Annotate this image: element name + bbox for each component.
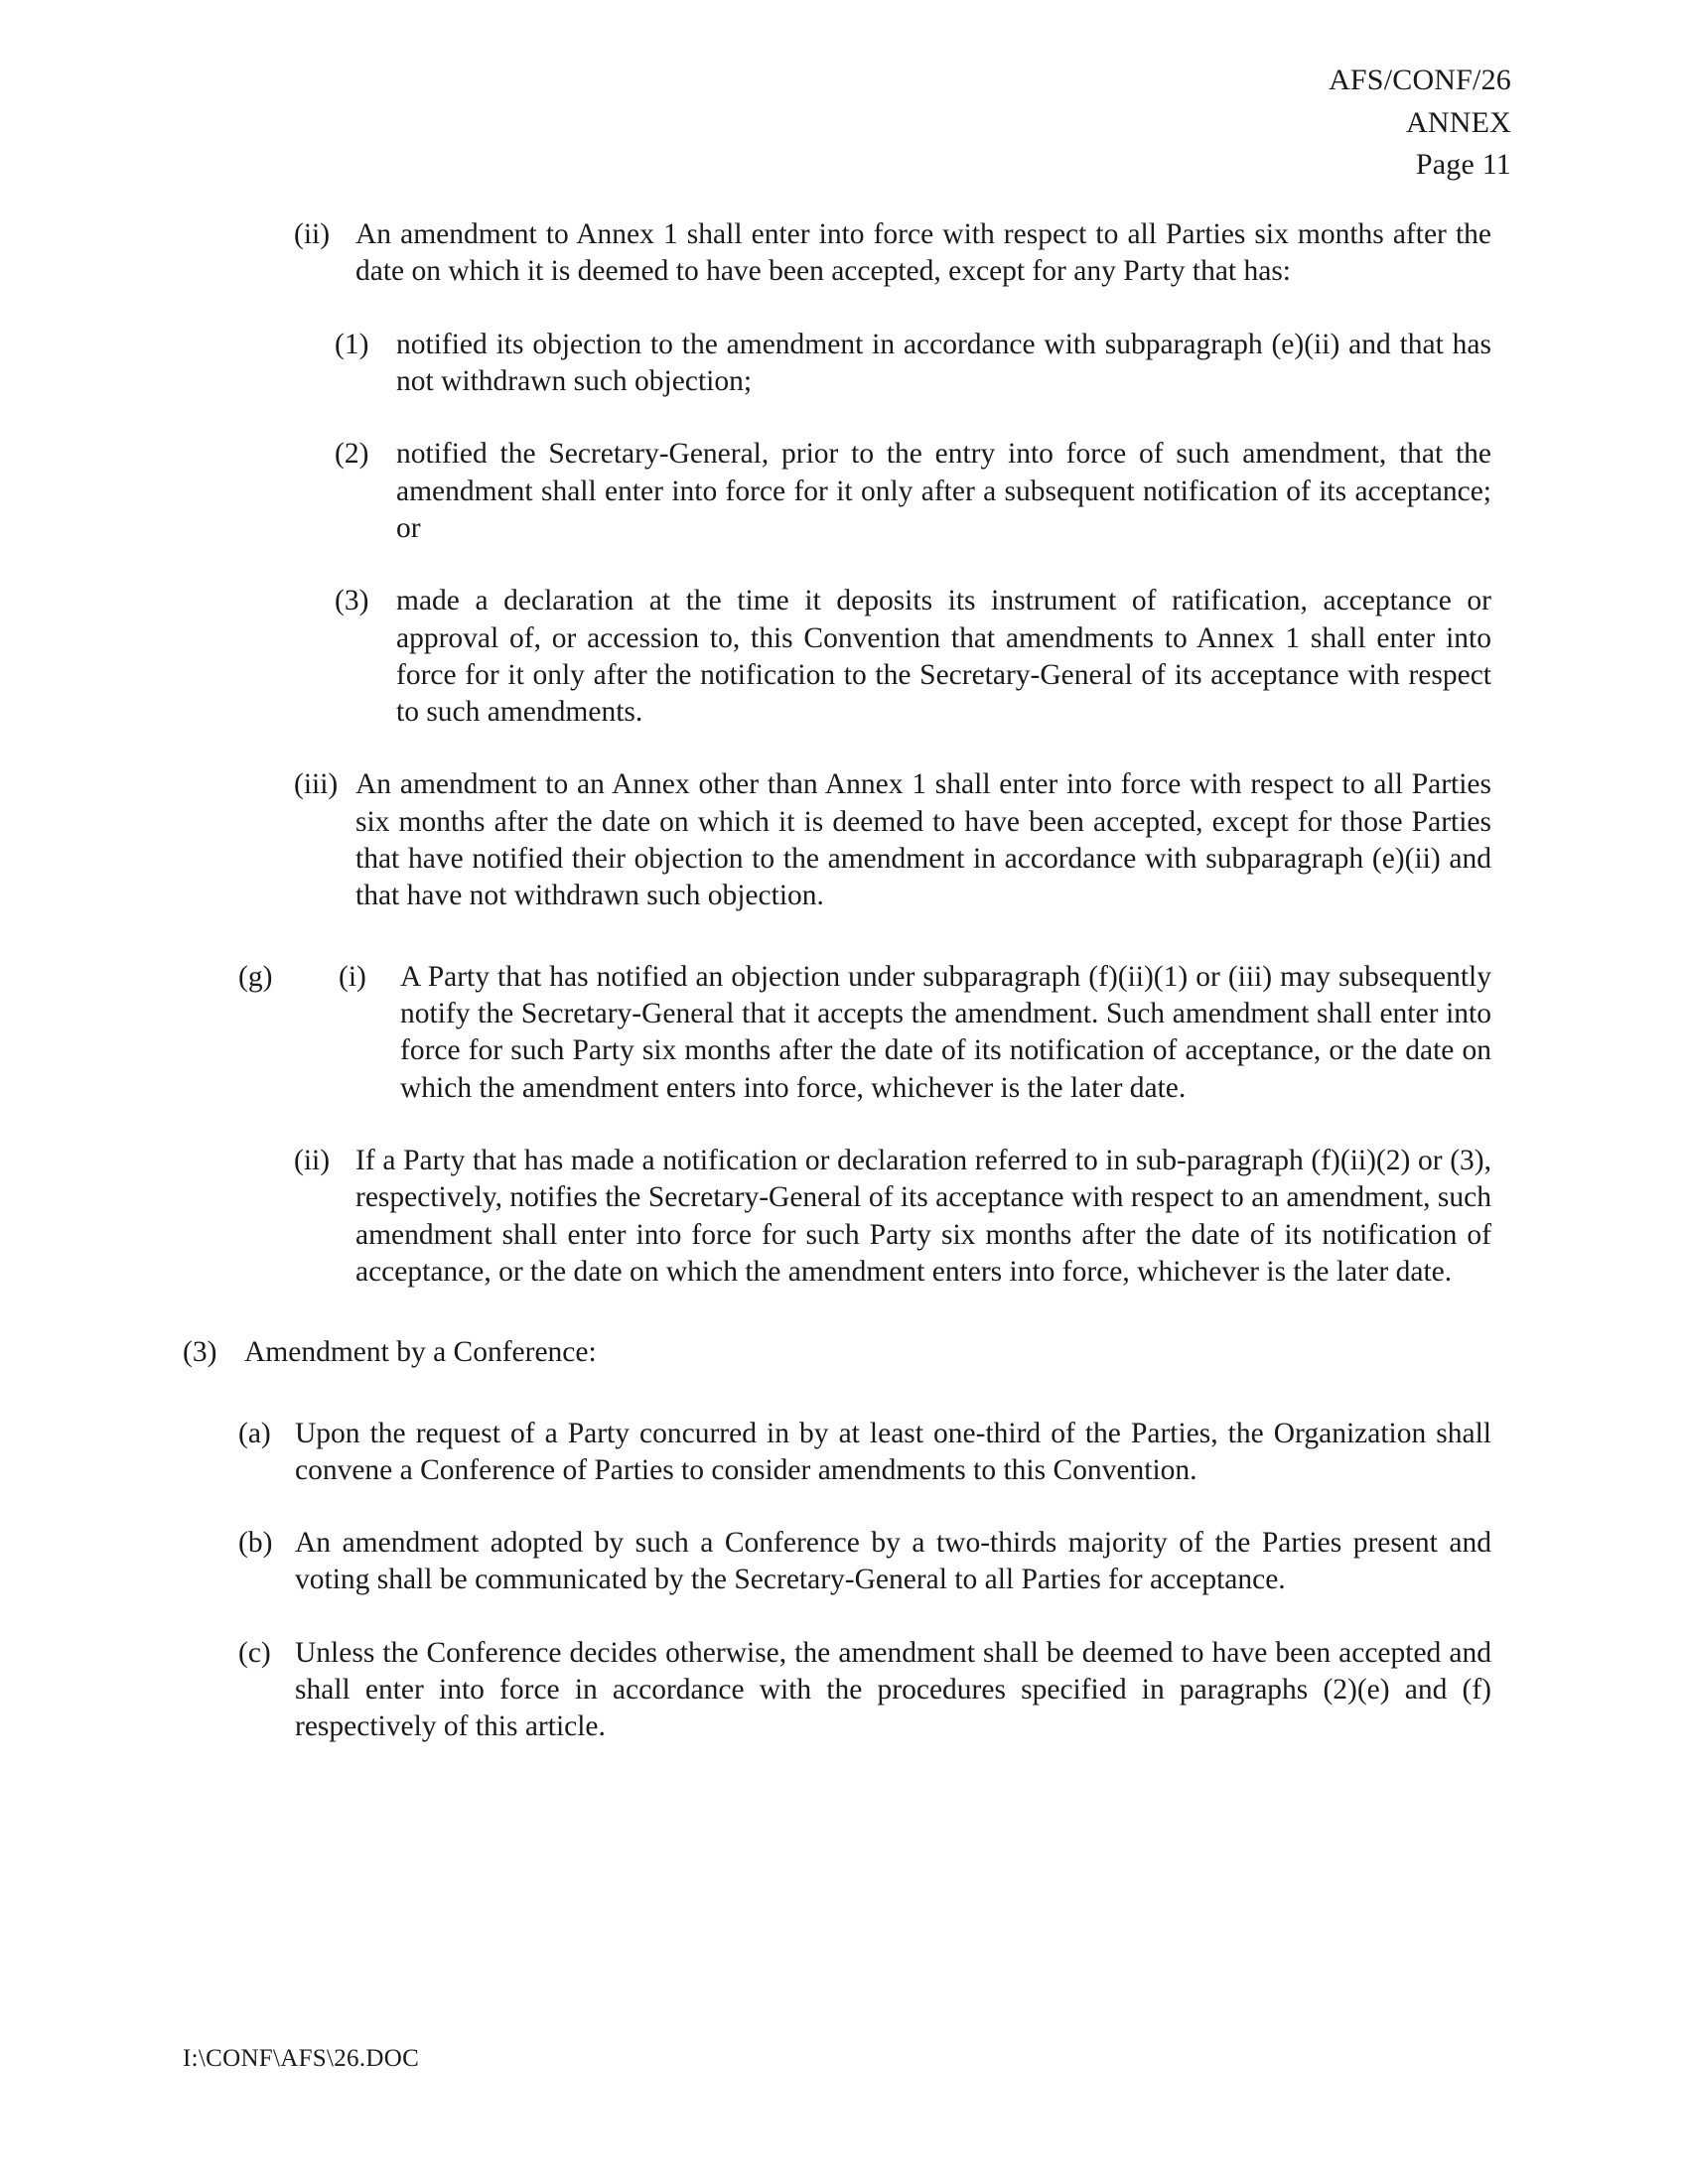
clause-marker: (b) [238, 1527, 273, 1560]
document-body [0, 216, 1688, 1746]
clause-text: A Party that has notified an objection under subparagraph (f)(ii)(1) or (iii) may subsequently notify the Secretary-General that it accepts the amendment. Such amendment shall enter into force for such Party six months after the date of its notification of acceptance, or the date on which the amendment enters into force, whichever is the later date. [400, 960, 1491, 1104]
clause-f-ii-3 [0, 583, 1688, 731]
spacer [0, 915, 1688, 959]
clause-marker: (2) [335, 438, 369, 471]
clause-text: An amendment to an Annex other than Annex 1 shall enter into force with respect to all Parties six months after the date on which it is deemed to have been accepted, except for those Parties that have notified their objection to the amendment in accordance with subparagraph (e)(ii) and that have not withdrawn such objection. [355, 768, 1491, 912]
clause-text: Amendment by a Conference: [244, 1336, 597, 1369]
clause-text: notified the Secretary-General, prior to the entry into force of such amendment, that the amendment shall enter into force for it only after a subsequent notification of its acceptance; or [396, 438, 1491, 544]
clause-text: Unless the Conference decides otherwise, the amendment shall be deemed to have been accepted and shall enter into force in accordance with the procedures specified in paragraphs (2)(e) and (f) respectively of this article. [295, 1636, 1491, 1743]
clause-marker: (ii) [294, 218, 331, 250]
clause-marker: (3) [335, 585, 369, 617]
spacer [0, 291, 1688, 327]
clause-marker: (3) [183, 1336, 217, 1369]
clause-text: If a Party that has made a notification or declaration referred to in sub-paragraph (f)(ii)(2) or (3), respectively, notifies the Secretary-General of its acceptance with respect to an amendment, such amendment shall enter into force for such Party six months after the date of its notification of acceptance, or the date on which the amendment enters into force, whichever is the later date. [355, 1144, 1491, 1288]
clause-text: Upon the request of a Party concurred in by at least one-third of the Parties, the Organization shall convene a Conference of Parties to consider amendments to this Convention. [295, 1417, 1491, 1486]
clause-text: made a declaration at the time it deposits its instrument of ratification, acceptance or approval of, or accession to, this Convention that amendments to Annex 1 shall enter into force for it only after the notification to the Secretary-General of its acceptance with respect to such amendments. [396, 585, 1491, 729]
document-symbol: AFS/CONF/26 [1329, 64, 1511, 96]
clause-3-b [0, 1525, 1688, 1599]
clause-g-ii [0, 1143, 1688, 1291]
footer-file-path: I:\CONF\AFS\26.DOC [183, 2045, 420, 2072]
clause-f-iii [0, 766, 1688, 914]
clause-f-ii-2 [0, 436, 1688, 547]
clause-text: notified its objection to the amendment in accordance with subparagraph (e)(ii) and that has not withdrawn such objection; [396, 328, 1491, 397]
clause-marker-g: (g) [238, 960, 273, 993]
clause-marker: (1) [335, 328, 369, 360]
clause-marker: (a) [238, 1417, 271, 1449]
annex-label: ANNEX [1406, 105, 1511, 139]
spacer [0, 1489, 1688, 1525]
spacer [0, 547, 1688, 583]
clause-3-c [0, 1635, 1688, 1746]
clause-3 [0, 1334, 1688, 1371]
spacer [0, 731, 1688, 766]
page-number: Page 11 [1415, 148, 1511, 182]
clause-marker: (c) [238, 1636, 271, 1669]
spacer [0, 1107, 1688, 1143]
clause-marker: (ii) [294, 1144, 331, 1176]
clause-marker: (i) [339, 960, 366, 993]
clause-text: An amendment adopted by such a Conference by a two-thirds majority of the Parties present and voting shall be communicated by the Secretary-General to all Parties for acceptance. [295, 1527, 1491, 1596]
clause-g-i [0, 959, 1688, 1107]
clause-f-ii-1 [0, 327, 1688, 401]
spacer [0, 1372, 1688, 1416]
clause-3-a [0, 1416, 1688, 1490]
clause-f-ii [0, 216, 1688, 291]
spacer [0, 1599, 1688, 1635]
spacer [0, 400, 1688, 436]
spacer [0, 1291, 1688, 1334]
clause-marker: (iii) [294, 768, 339, 801]
clause-text: An amendment to Annex 1 shall enter into force with respect to all Parties six months after the date on which it is deemed to have been accepted, except for any Party that has: [355, 218, 1491, 288]
document-header [1329, 60, 1511, 187]
